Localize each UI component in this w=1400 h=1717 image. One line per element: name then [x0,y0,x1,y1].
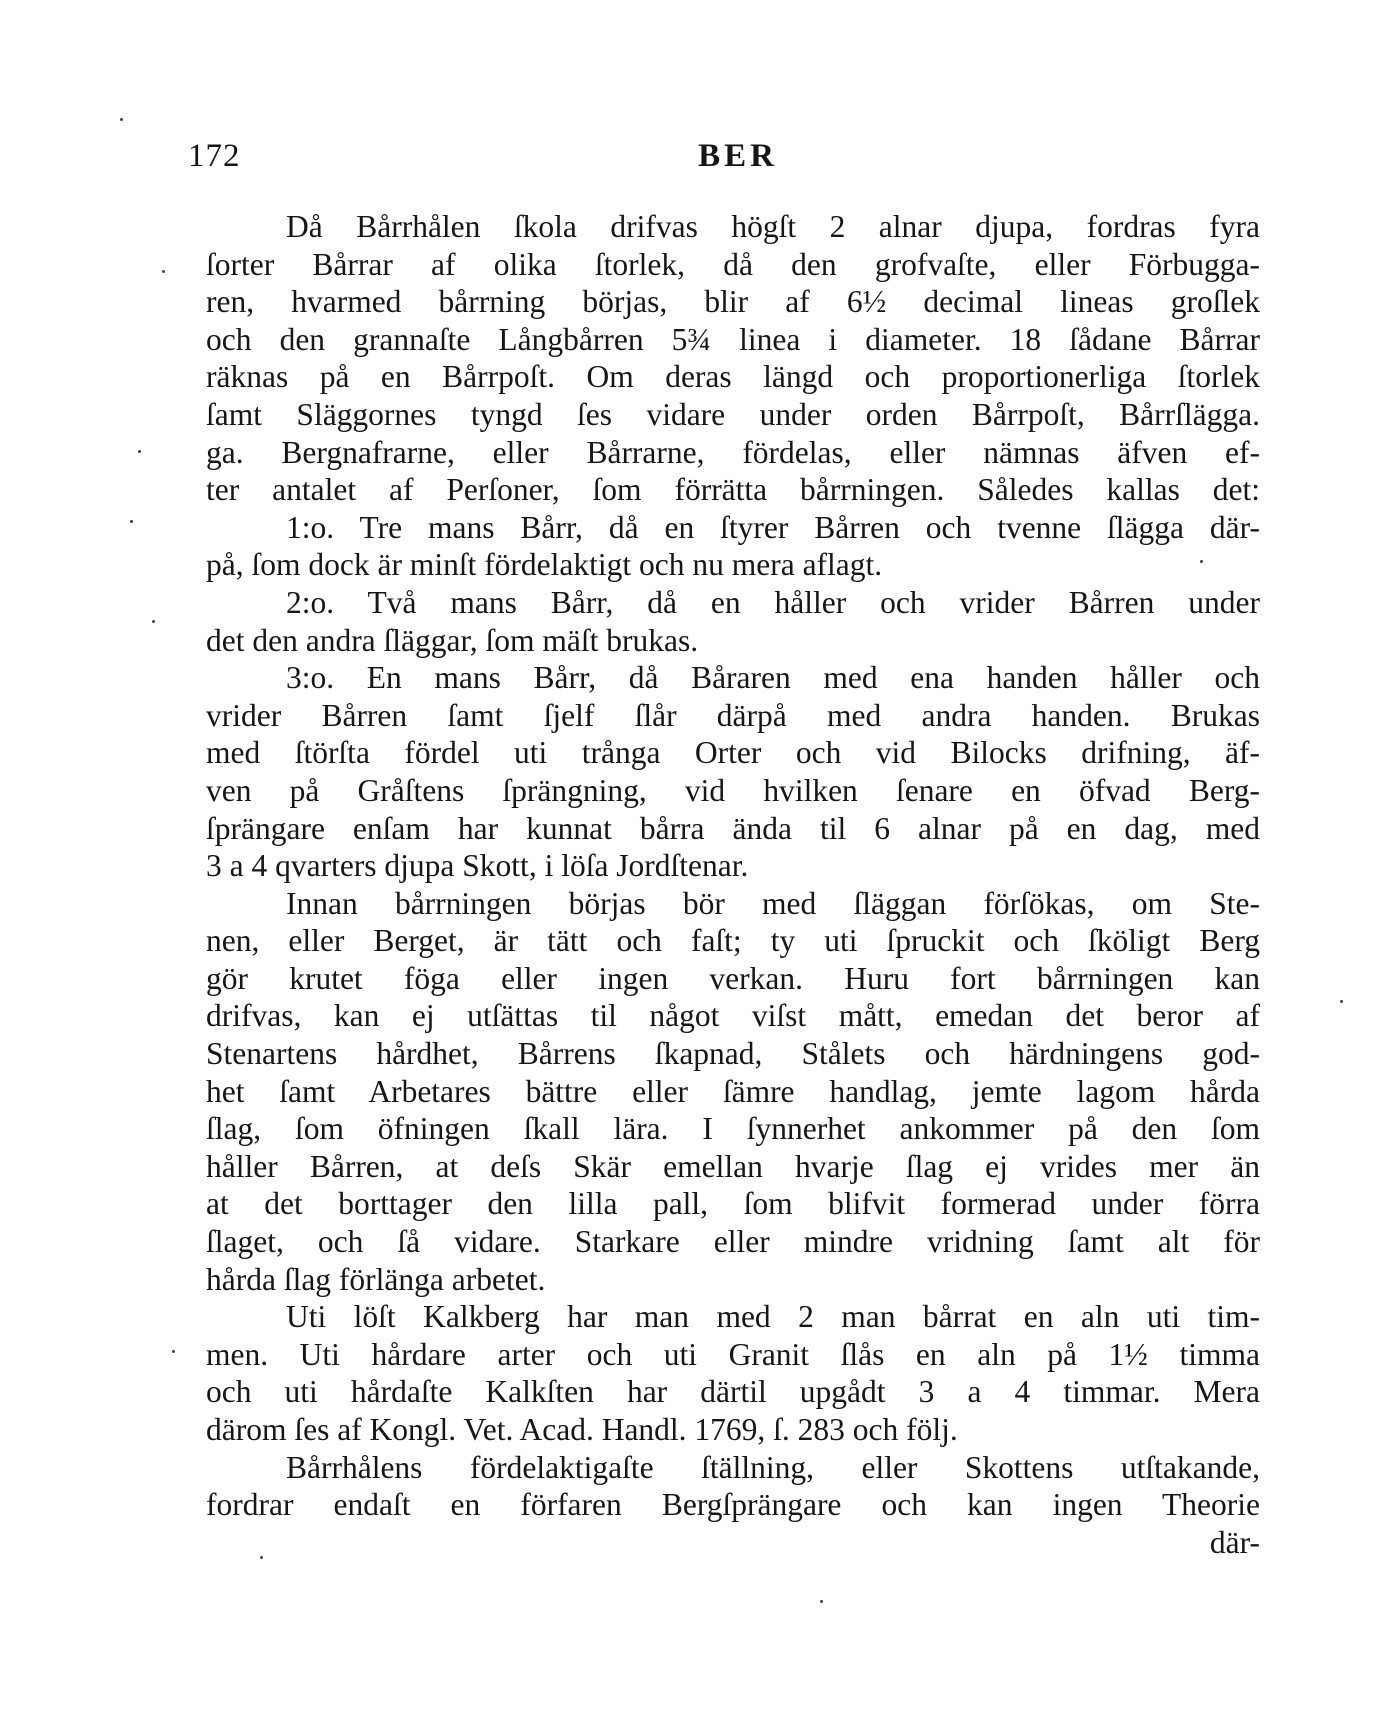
text-line: at det borttager den lilla pall, ſom blifvit formerad under förra [206,1186,1260,1222]
text-line: Uti löſt Kalkberg har man med 2 man bårrat en aln uti tim- [286,1299,1260,1335]
paper-speck [1340,1000,1343,1003]
text-line: ven på Gråſtens ſprängning, vid hvilken ſenare en öfvad Berg- [206,772,1260,808]
text-line: där- [1209,1524,1260,1560]
text-line: drifvas, kan ej utſättas til något viſst mått, emedan det beror af [206,998,1260,1034]
text-line: och uti hårdaſte Kalkſten har därtil upgådt 3 a 4 timmar. Mera [206,1374,1260,1410]
text-line: gör krutet föga eller ingen verkan. Huru fort bårrningen kan [206,960,1260,996]
page-header [188,138,1260,178]
text-line: därom ſes af Kongl. Vet. Acad. Handl. 1769, ſ. 283 och följ. [206,1412,958,1447]
paper-speck [172,1350,175,1353]
text-line: håller Bårren, at deſs Skär emellan hvarje ſlag ej vrides mer än [206,1148,1260,1184]
text-line: 1:o. Tre mans Bårr, då en ſtyrer Bårren och tvenne ſlägga där- [286,509,1260,545]
text-line: det den andra ſläggar, ſom mäſt brukas. [206,622,699,658]
running-head: BER [698,138,778,174]
paper-speck [120,118,123,121]
text-line: och den grannaſte Långbårren 5¾ linea i diameter. 18 ſådane Bårrar [206,321,1260,357]
page-number: 172 [188,138,241,174]
paper-speck [138,450,141,453]
paper-speck [130,520,133,523]
text-line: ter antalet af Perſoner, ſom förrätta bårrningen. Således kallas det: [206,472,1260,508]
paper-speck [260,1556,263,1559]
text-line: men. Uti hårdare arter och uti Granit ſlås en aln på 1½ timma [206,1336,1260,1372]
text-line: het ſamt Arbetares bättre eller ſämre handlag, jemte lagom hårda [206,1073,1260,1109]
text-line: med ſtörſta fördel uti trånga Orter och vid Bilocks drifning, äf- [206,735,1260,771]
text-line: ſlaget, och ſå vidare. Starkare eller mindre vridning ſamt alt för [206,1224,1260,1260]
text-line: fordrar endaſt en förfaren Bergſprängare och kan ingen Theorie [206,1487,1260,1523]
text-line: ga. Bergnafrarne, eller Bårrarne, fördelas, eller nämnas äfven ef- [206,434,1260,470]
text-line: 3:o. En mans Bårr, då Båraren med ena handen håller och [286,660,1260,696]
text-line: ſlag, ſom öfningen ſkall lära. I ſynnerhet ankommer på den ſom [206,1111,1260,1147]
paper-speck [1200,560,1203,563]
text-line: på, ſom dock är minſt fördelaktigt och nu mera aflagt. [206,547,883,583]
text-line: ſorter Bårrar af olika ſtorlek, då den grofvaſte, eller Förbugga- [206,246,1260,282]
text-line: Då Bårrhålen ſkola drifvas högſt 2 alnar djupa, fordras fyra [286,209,1260,244]
paper-speck [820,1600,823,1603]
text-line: ſamt Släggornes tyngd ſes vidare under orden Bårrpoſt, Bårrſlägga. [206,396,1260,432]
text-line: 2:o. Två mans Bårr, då en håller och vrider Bårren under [286,584,1260,620]
text-line: Innan bårrningen börjas bör med ſläggan förſökas, om Ste- [286,885,1260,921]
text-line: ren, hvarmed bårrning börjas, blir af 6½ decimal lineas groſlek [206,284,1260,320]
paper-speck [162,270,165,273]
text-line: räknas på en Bårrpoſt. Om deras längd och proportionerliga ſtorlek [206,359,1260,395]
text-line: Bårrhålens fördelaktigaſte ſtällning, eller Skottens utſtakande, [286,1449,1260,1485]
text-line: Stenartens hårdhet, Bårrens ſkapnad, Stålets och härdningens god- [206,1036,1260,1072]
body-text [206,208,1260,1561]
text-line: ſprängare enſam har kunnat bårra ända til 6 alnar på en dag, med [206,810,1260,846]
text-line: hårda ſlag förlänga arbetet. [206,1261,546,1297]
text-line: vrider Bårren ſamt ſjelf ſlår därpå med andra handen. Brukas [206,697,1260,733]
text-line: nen, eller Berget, är tätt och faſt; ty uti ſpruckit och ſköligt Berg [206,923,1260,959]
text-line: 3 a 4 qvarters djupa Skott, i löſa Jordſtenar. [206,848,749,884]
paper-speck [152,620,155,623]
